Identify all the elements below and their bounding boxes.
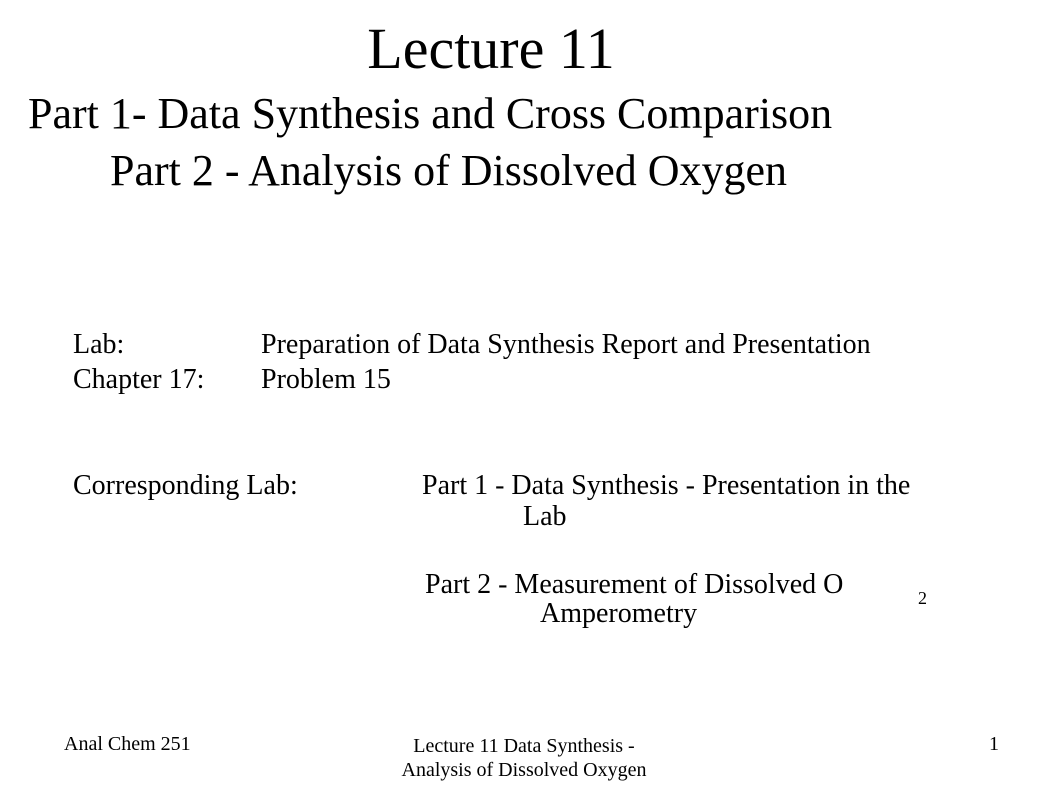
footer-course: Anal Chem 251 (64, 733, 191, 755)
chapter-label: Chapter 17: (73, 364, 205, 395)
corresponding-lab-label: Corresponding Lab: (73, 470, 298, 501)
corresponding-lab-part2-line1: Part 2 - Measurement of Dissolved O (425, 569, 844, 600)
corresponding-lab-part1-line2: Lab (523, 501, 567, 532)
corresponding-lab-part1-line1: Part 1 - Data Synthesis - Presentation in the (422, 470, 911, 501)
corresponding-lab-part2-line2: Amperometry (540, 598, 698, 629)
chapter-value: Problem 15 (261, 364, 391, 395)
footer-lecture-title-line2: Analysis of Dissolved Oxygen (401, 759, 647, 781)
slide-subtitle-part2: Part 2 - Analysis of Dissolved Oxygen (110, 146, 788, 195)
lab-value: Preparation of Data Synthesis Report and Presentation (261, 329, 871, 360)
oxygen-subscript: 2 (918, 588, 927, 608)
page-number: 1 (989, 733, 999, 755)
slide-title: Lecture 11 (367, 16, 615, 81)
slide-subtitle-part1: Part 1- Data Synthesis and Cross Comparison (28, 89, 833, 138)
footer-lecture-title-line1: Lecture 11 Data Synthesis - (413, 735, 635, 757)
lab-label: Lab: (73, 329, 125, 360)
footer-lecture-title (374, 734, 674, 782)
